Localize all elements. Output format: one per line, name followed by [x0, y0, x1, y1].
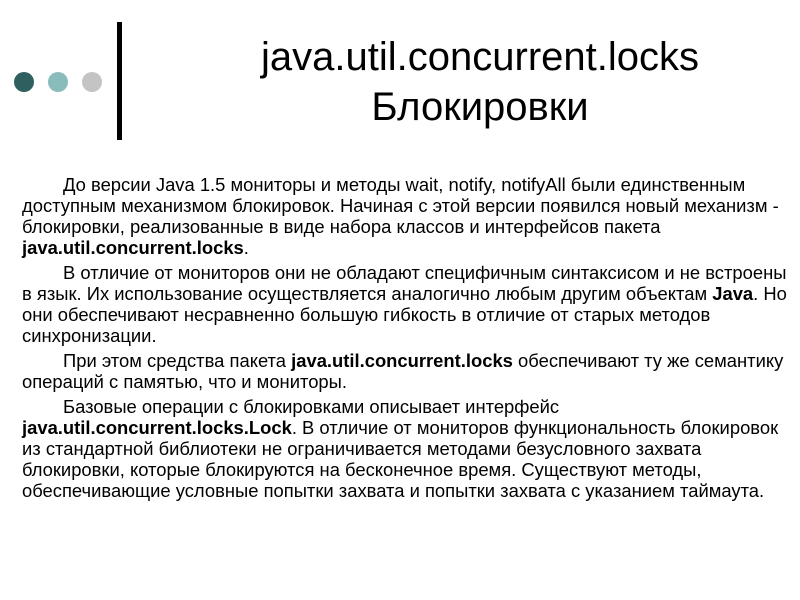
paragraph-text: В отличие от мониторов они не обладают специфичным синтаксисом и не встроены в язык. Их использование осуществляется аналогично любым другим объектам [22, 262, 787, 304]
paragraph-text: При этом средства пакета [63, 350, 292, 371]
paragraph-text: . В отличие от мониторов функциональность блокировок из стандартной библиотеки не ограничивается методами безусловного захвата блокировки, которые блокируются на бесконечное время. Существуют методы, обеспечивающие условные попытки захвата и попытки захвата с указанием таймаута. [22, 417, 779, 501]
paragraph-text: . Но они обеспечивают несравненно большую гибкость в отличие от старых методов синхронизации. [22, 283, 787, 346]
bold-term: Java [712, 283, 754, 304]
paragraph-2 [22, 262, 788, 346]
paragraph-text: До версии Java 1.5 мониторы и методы wait, notify, notifyAll были единственным доступным механизмом блокировок. Начиная с этой версии появился новый механизм - блокировки, реализованные в виде набора классов и интерфейсов пакета [22, 174, 779, 237]
paragraph-1 [22, 174, 788, 258]
bold-term: java.util.concurrent.locks [291, 350, 513, 371]
paragraph-text: Базовые операции с блокировками описывает интерфейс [63, 396, 560, 417]
title-line-1: java.util.concurrent.locks [261, 35, 699, 79]
paragraph-text: обеспечивают ту же семантику операций с памятью, что и мониторы. [22, 350, 784, 392]
decorative-dots [12, 72, 108, 94]
dot-gray-icon [82, 72, 102, 92]
dot-teal-icon [48, 72, 68, 92]
bold-term: java.util.concurrent.locks.Lock [22, 417, 292, 438]
slide-body [22, 174, 788, 505]
title-line-2: Блокировки [371, 85, 589, 129]
bold-term: java.util.concurrent.locks [22, 237, 244, 258]
paragraph-3 [22, 350, 788, 392]
title-divider-bar [117, 22, 122, 140]
slide-title [160, 32, 800, 132]
dot-dark-icon [14, 72, 34, 92]
paragraph-text: . [243, 237, 249, 258]
paragraph-4 [22, 396, 788, 501]
